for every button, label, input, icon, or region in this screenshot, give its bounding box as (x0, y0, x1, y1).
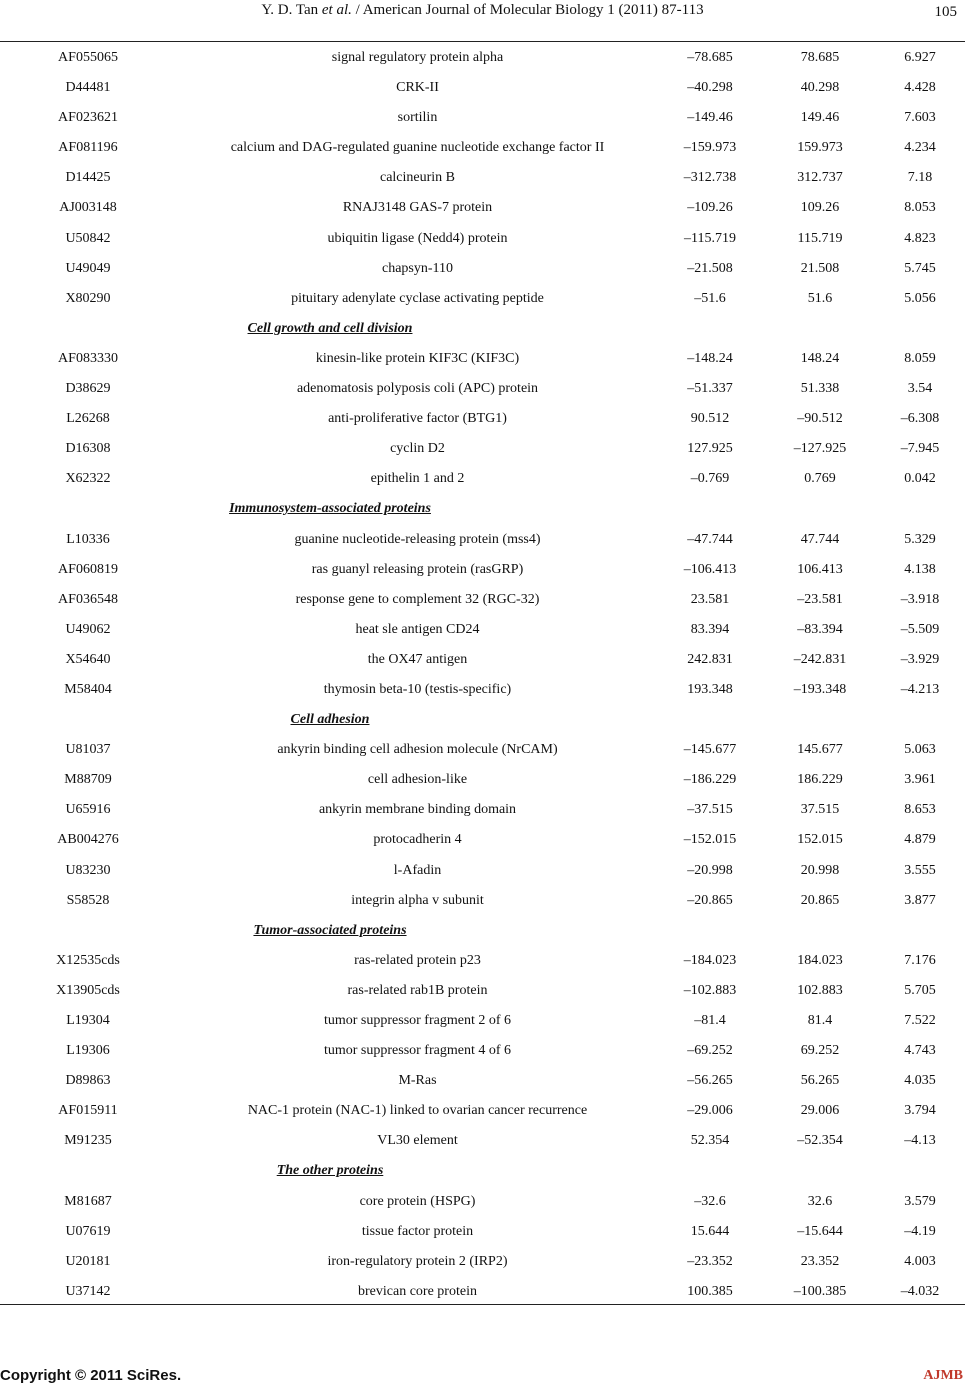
value3-cell: 7.522 (904, 1013, 936, 1028)
description-cell: anti-proliferative factor (BTG1) (328, 411, 507, 427)
value1-cell: –37.515 (687, 802, 733, 818)
value2-cell: 186.229 (797, 772, 843, 788)
value1-cell: –0.769 (690, 471, 730, 487)
value3-cell: 4.823 (904, 230, 936, 246)
value3-cell: –6.308 (900, 411, 940, 427)
description-cell: ankyrin binding cell adhesion molecule (NrCAM) (277, 742, 558, 758)
description-cell: signal regulatory protein alpha (331, 50, 504, 65)
table-row (0, 765, 965, 795)
value3-cell: 5.329 (904, 531, 936, 547)
value3-cell: –3.918 (900, 591, 940, 607)
value1-cell: 100.385 (687, 1283, 733, 1299)
value3-cell: 4.138 (904, 561, 936, 577)
value3-cell: –5.509 (900, 621, 940, 637)
table-row (0, 1036, 965, 1066)
value1-cell: –51.6 (694, 290, 726, 306)
value2-cell: 149.46 (800, 110, 840, 126)
value1-cell: –32.6 (694, 1193, 726, 1209)
description-cell: cell adhesion-like (367, 772, 468, 788)
accession-cell: X12535cds (56, 952, 120, 968)
gene-table (0, 43, 965, 1307)
value2-cell: –100.385 (793, 1283, 847, 1299)
value1-cell: –312.738 (683, 170, 737, 186)
value3-cell: –4.13 (904, 1133, 936, 1149)
description-cell: thymosin beta-10 (testis-specific) (323, 681, 512, 697)
value3-cell: 7.603 (904, 110, 936, 126)
value1-cell: –102.883 (683, 982, 737, 998)
description-cell: sortilin (397, 110, 438, 126)
table-row (0, 1006, 965, 1036)
description-cell: brevican core protein (358, 1283, 477, 1299)
description-cell: calcium and DAG-regulated guanine nucleotide exchange factor II (230, 140, 605, 156)
accession-cell: D89863 (65, 1073, 111, 1089)
table-row (0, 585, 965, 615)
description-cell: chapsyn-110 (381, 260, 454, 276)
value2-cell: 51.338 (800, 381, 840, 397)
description-cell: guanine nucleotide-releasing protein (mss4) (294, 531, 541, 547)
accession-cell: AF060819 (58, 561, 118, 577)
table-row (0, 795, 965, 825)
value1-cell: –21.508 (687, 260, 733, 276)
description-cell: iron-regulatory protein 2 (IRP2) (327, 1253, 508, 1269)
value2-cell: 78.685 (800, 50, 840, 65)
accession-cell: AF023621 (58, 110, 118, 126)
table-row (0, 735, 965, 765)
value1-cell: –186.229 (683, 772, 737, 788)
value3-cell: 4.743 (904, 1043, 936, 1059)
value1-cell: 193.348 (687, 681, 733, 697)
value2-cell: 40.298 (800, 80, 840, 96)
value1-cell: –47.744 (687, 531, 733, 547)
section-header-row (0, 1156, 965, 1186)
value2-cell: 20.998 (800, 862, 840, 878)
value1-cell: –51.337 (687, 381, 733, 397)
value1-cell: –23.352 (687, 1253, 733, 1269)
value2-cell: –15.644 (797, 1223, 843, 1239)
section-header-row (0, 494, 965, 524)
value2-cell: 32.6 (807, 1193, 833, 1209)
value2-cell: 184.023 (797, 952, 843, 968)
value2-cell: 106.413 (797, 561, 843, 577)
value2-cell: 312.737 (797, 170, 843, 186)
section-header-row (0, 314, 965, 344)
accession-cell: M91235 (64, 1133, 112, 1149)
value1-cell: –115.719 (684, 230, 736, 246)
description-cell: kinesin-like protein KIF3C (KIF3C) (315, 350, 520, 366)
table-row (0, 645, 965, 675)
accession-cell: X80290 (65, 290, 111, 306)
table-row (0, 103, 965, 133)
description-cell: protocadherin 4 (373, 832, 462, 848)
value3-cell: 7.18 (907, 170, 933, 186)
description-cell: ras-related rab1B protein (347, 982, 488, 998)
value2-cell: 51.6 (807, 290, 833, 306)
value3-cell: 4.879 (904, 832, 936, 848)
table-row (0, 675, 965, 705)
value3-cell: 8.053 (904, 200, 936, 216)
value3-cell: 3.555 (904, 862, 936, 878)
description-cell: adenomatosis polyposis coli (APC) protein (296, 381, 539, 397)
table-row (0, 946, 965, 976)
description-cell: l-Afadin (393, 862, 442, 878)
value3-cell: –4.19 (904, 1223, 936, 1239)
accession-cell: U81037 (65, 742, 111, 758)
accession-cell: AF083330 (58, 350, 118, 366)
section-title: Immunosystem-associated proteins (229, 501, 431, 517)
value1-cell: –149.46 (687, 110, 733, 126)
value1-cell: –152.015 (683, 832, 737, 848)
copyright-notice: Copyright © 2011 SciRes. (0, 1367, 182, 1384)
accession-cell: U83230 (65, 862, 111, 878)
accession-cell: D44481 (65, 80, 111, 96)
value1-cell: –145.677 (683, 742, 737, 758)
accession-cell: D38629 (65, 381, 111, 397)
value1-cell: 90.512 (690, 411, 730, 427)
accession-cell: U37142 (65, 1283, 111, 1299)
value2-cell: –193.348 (793, 681, 847, 697)
value1-cell: –29.006 (687, 1103, 733, 1119)
accession-cell: L19304 (66, 1013, 110, 1028)
table-row (0, 284, 965, 314)
accession-cell: AJ003148 (59, 200, 117, 216)
value3-cell: –3.929 (900, 651, 940, 667)
running-head (0, 0, 965, 20)
value2-cell: 69.252 (800, 1043, 840, 1059)
accession-cell: AB004276 (57, 832, 119, 848)
value2-cell: –23.581 (797, 591, 843, 607)
description-cell: response gene to complement 32 (RGC-32) (295, 591, 540, 607)
accession-cell: AF036548 (58, 591, 118, 607)
value3-cell: –4.032 (900, 1283, 940, 1299)
value2-cell: 109.26 (800, 200, 840, 216)
value3-cell: 7.176 (904, 952, 936, 968)
page-header (0, 0, 965, 26)
value3-cell: 8.653 (904, 802, 936, 818)
description-cell: pituitary adenylate cyclase activating peptide (291, 290, 544, 306)
table-row (0, 825, 965, 855)
value2-cell: 152.015 (797, 832, 843, 848)
value3-cell: –4.213 (900, 681, 940, 697)
value3-cell: 4.035 (904, 1073, 936, 1089)
table-row (0, 404, 965, 434)
table-row (0, 976, 965, 1006)
table-row (0, 886, 965, 916)
description-cell: NAC-1 protein (NAC-1) linked to ovarian cancer recurrence (247, 1103, 588, 1119)
description-cell: calcineurin B (379, 170, 456, 186)
table-row (0, 1066, 965, 1096)
description-cell: ras-related protein p23 (354, 952, 481, 968)
section-title: Cell adhesion (290, 712, 370, 728)
value1-cell: 15.644 (690, 1223, 730, 1239)
value1-cell: –56.265 (687, 1073, 733, 1089)
description-cell: epithelin 1 and 2 (370, 471, 465, 487)
table-row (0, 1217, 965, 1247)
description-cell: ras guanyl releasing protein (rasGRP) (311, 561, 524, 577)
value1-cell: –81.4 (694, 1013, 726, 1028)
value3-cell: –7.945 (900, 441, 940, 457)
value1-cell: –78.685 (687, 50, 733, 65)
description-cell: tumor suppressor fragment 4 of 6 (323, 1043, 512, 1059)
table-row (0, 163, 965, 193)
description-cell: tumor suppressor fragment 2 of 6 (323, 1013, 512, 1028)
value3-cell: 3.54 (907, 381, 933, 397)
table-row (0, 615, 965, 645)
value3-cell: 3.794 (904, 1103, 936, 1119)
value3-cell: 4.003 (904, 1253, 936, 1269)
table-row (0, 193, 965, 223)
value3-cell: 5.705 (904, 982, 936, 998)
table-row (0, 133, 965, 163)
description-cell: the OX47 antigen (367, 651, 468, 667)
value2-cell: 56.265 (800, 1073, 840, 1089)
value2-cell: –52.354 (797, 1133, 843, 1149)
accession-cell: M88709 (64, 772, 112, 788)
table-row (0, 464, 965, 494)
value3-cell: 6.927 (904, 50, 936, 65)
description-cell: M-Ras (398, 1073, 437, 1089)
value2-cell: –83.394 (797, 621, 843, 637)
table-row (0, 1187, 965, 1217)
table-row (0, 434, 965, 464)
value2-cell: 159.973 (797, 140, 843, 156)
accession-cell: L10336 (66, 531, 110, 547)
table-row (0, 43, 965, 73)
accession-cell: AF081196 (58, 140, 118, 156)
description-cell: RNAJ3148 GAS-7 protein (342, 200, 493, 216)
description-cell: cyclin D2 (390, 441, 445, 457)
accession-cell: AF055065 (58, 50, 118, 65)
running-head-journal: / American Journal of Molecular Biology 1 (2011) 87-113 (351, 2, 704, 18)
value2-cell: 81.4 (807, 1013, 833, 1028)
accession-cell: X62322 (65, 471, 111, 487)
value3-cell: 3.877 (904, 892, 936, 908)
table-row (0, 73, 965, 103)
table-row (0, 1277, 965, 1307)
accession-cell: D16308 (65, 441, 111, 457)
value1-cell: –106.413 (683, 561, 737, 577)
value1-cell: –40.298 (687, 80, 733, 96)
accession-cell: U20181 (65, 1253, 111, 1269)
description-cell: VL30 element (377, 1133, 458, 1149)
description-cell: CRK-II (396, 80, 439, 96)
value1-cell: 83.394 (690, 621, 730, 637)
value2-cell: –242.831 (793, 651, 847, 667)
table-row (0, 555, 965, 585)
section-title: Cell growth and cell division (247, 320, 413, 336)
value2-cell: 47.744 (800, 531, 840, 547)
value1-cell: –148.24 (687, 350, 733, 366)
table-row (0, 254, 965, 284)
value3-cell: 8.059 (904, 350, 936, 366)
value2-cell: 115.719 (797, 230, 843, 246)
value1-cell: –159.973 (683, 140, 737, 156)
value1-cell: 242.831 (687, 651, 733, 667)
accession-cell: X13905cds (56, 982, 120, 998)
value1-cell: –69.252 (687, 1043, 733, 1059)
value2-cell: 23.352 (800, 1253, 840, 1269)
section-header-row (0, 705, 965, 735)
section-header-row (0, 916, 965, 946)
value1-cell: 23.581 (690, 591, 730, 607)
description-cell: ubiquitin ligase (Nedd4) protein (327, 230, 508, 246)
table-row (0, 856, 965, 886)
page-number: 105 (934, 4, 957, 20)
description-cell: ankyrin membrane binding domain (318, 802, 517, 818)
accession-cell: U49049 (65, 260, 111, 276)
table-row (0, 1126, 965, 1156)
value2-cell: –127.925 (793, 441, 847, 457)
table-row (0, 525, 965, 555)
value2-cell: 21.508 (800, 260, 840, 276)
value3-cell: 4.234 (904, 140, 936, 156)
value3-cell: 3.961 (904, 772, 936, 788)
journal-abbreviation: AJMB (923, 1368, 963, 1383)
accession-cell: X54640 (65, 651, 111, 667)
description-cell: core protein (HSPG) (359, 1193, 476, 1209)
value2-cell: 102.883 (797, 982, 843, 998)
accession-cell: M58404 (64, 681, 112, 697)
table-row (0, 1096, 965, 1126)
table-row (0, 224, 965, 254)
value1-cell: –109.26 (687, 200, 733, 216)
accession-cell: M81687 (64, 1193, 112, 1209)
table-top-rule (0, 41, 965, 42)
accession-cell: U49062 (65, 621, 111, 637)
value1-cell: –184.023 (683, 952, 737, 968)
table-row (0, 344, 965, 374)
value2-cell: 37.515 (800, 802, 840, 818)
value1-cell: –20.865 (687, 892, 733, 908)
value3-cell: 5.745 (904, 260, 936, 276)
value3-cell: 3.579 (904, 1193, 936, 1209)
accession-cell: S58528 (66, 892, 110, 908)
accession-cell: U07619 (65, 1223, 111, 1239)
description-cell: integrin alpha v subunit (351, 892, 484, 908)
value2-cell: 0.769 (804, 471, 836, 487)
table-bottom-rule (0, 1304, 965, 1305)
value1-cell: –20.998 (687, 862, 733, 878)
table-row (0, 1247, 965, 1277)
running-head-authors: Y. D. Tan (261, 2, 322, 18)
value3-cell: 5.056 (904, 290, 936, 306)
value3-cell: 4.428 (904, 80, 936, 96)
value2-cell: –90.512 (797, 411, 843, 427)
accession-cell: L19306 (66, 1043, 110, 1059)
value1-cell: 52.354 (690, 1133, 730, 1149)
value2-cell: 145.677 (797, 742, 843, 758)
accession-cell: L26268 (66, 411, 110, 427)
section-title: Tumor-associated proteins (253, 922, 407, 938)
accession-cell: D14425 (65, 170, 111, 186)
table-row (0, 374, 965, 404)
accession-cell: AF015911 (58, 1103, 118, 1119)
value3-cell: 5.063 (904, 742, 936, 758)
value1-cell: 127.925 (687, 441, 733, 457)
value2-cell: 29.006 (800, 1103, 840, 1119)
value3-cell: 0.042 (904, 471, 936, 487)
description-cell: tissue factor protein (361, 1223, 474, 1239)
running-head-etal: et al. (321, 2, 352, 18)
description-cell: heat sle antigen CD24 (355, 621, 480, 637)
value2-cell: 20.865 (800, 892, 840, 908)
accession-cell: U65916 (65, 802, 111, 818)
accession-cell: U50842 (65, 230, 111, 246)
section-title: The other proteins (276, 1163, 384, 1179)
value2-cell: 148.24 (800, 350, 840, 366)
